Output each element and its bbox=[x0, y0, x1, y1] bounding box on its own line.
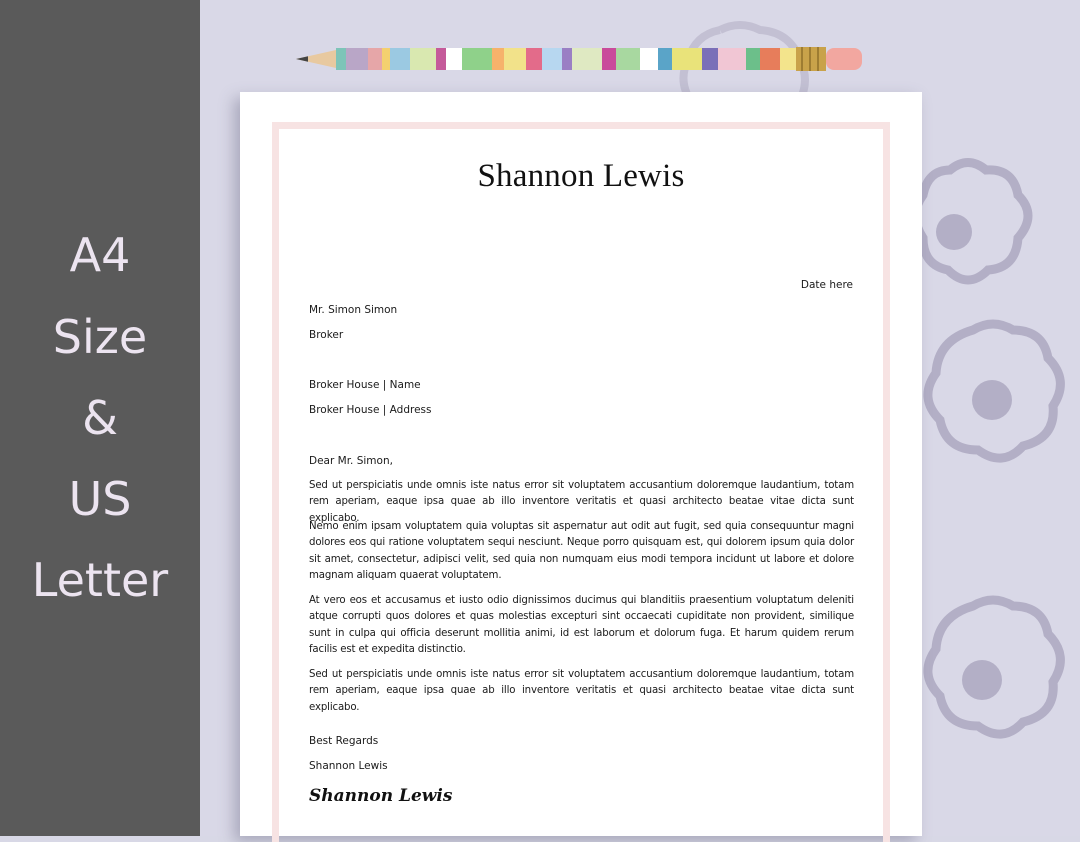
recipient-name: Mr. Simon Simon bbox=[309, 304, 398, 316]
body-paragraph: Nemo enim ipsam voluptatem quia voluptas sit aspernatur aut odit aut fugit, sed quia consequuntur magni dolores eos qui ratione voluptatem sequi nesciunt. Neque porro quisquam est, qui dolorem ipsum quia dolor sit amet, consectetur, adipisci velit, sed quia non numquam eius modi tempora incidunt ut labore et dolore magnam aliquam quaerat voluptatem. bbox=[309, 521, 854, 582]
recipient-title: Broker bbox=[309, 329, 344, 341]
sidebar-line-a4: A4 bbox=[69, 228, 131, 282]
company-name: Broker House | Name bbox=[309, 379, 421, 391]
sidebar-line-size: Size bbox=[52, 310, 148, 364]
sidebar-panel bbox=[0, 0, 200, 836]
signature: Shannon Lewis bbox=[309, 786, 453, 806]
body-paragraph: Sed ut perspiciatis unde omnis iste natus error sit voluptatem accusantium doloremque laudantium, totam rem aperiam, eaque ipsa quae ab illo inventore veritatis et quasi architecto beatae vitae dicta sunt explicabo. bbox=[309, 480, 854, 524]
body-paragraph: Sed ut perspiciatis unde omnis iste natus error sit voluptatem accusantium doloremque laudantium, totam rem aperiam, eaque ipsa quae ab illo inventore veritatis et quasi architecto beatae vitae dicta sunt explicabo. bbox=[309, 669, 854, 713]
salutation: Dear Mr. Simon, bbox=[309, 455, 393, 467]
sidebar-line-us: US bbox=[68, 472, 132, 526]
sidebar-line-letter: Letter bbox=[31, 553, 169, 607]
company-address: Broker House | Address bbox=[309, 404, 432, 416]
pencil-icon bbox=[296, 44, 864, 74]
flower-decoration-icon bbox=[918, 594, 1078, 764]
closing: Best Regards bbox=[309, 735, 379, 747]
flower-decoration-icon bbox=[918, 150, 1048, 310]
flower-decoration-icon bbox=[918, 318, 1078, 488]
letterhead-name: Shannon Lewis bbox=[477, 158, 685, 194]
closing-name: Shannon Lewis bbox=[309, 760, 388, 772]
body-paragraph: At vero eos et accusamus et iusto odio dignissimos ducimus qui blanditiis praesentium voluptatum deleniti atque corrupti quos dolores et quas molestias excepturi sint occaecati cupiditate non provident, similique sunt in culpa qui officia deserunt mollitia animi, id est laborum et dolorum fuga. Et harum quidem rerum facilis est et expedita distinctio. bbox=[309, 595, 854, 656]
sidebar-line-ampersand: & bbox=[82, 391, 118, 445]
letter-page bbox=[240, 92, 922, 836]
date-field: Date here bbox=[800, 279, 853, 291]
